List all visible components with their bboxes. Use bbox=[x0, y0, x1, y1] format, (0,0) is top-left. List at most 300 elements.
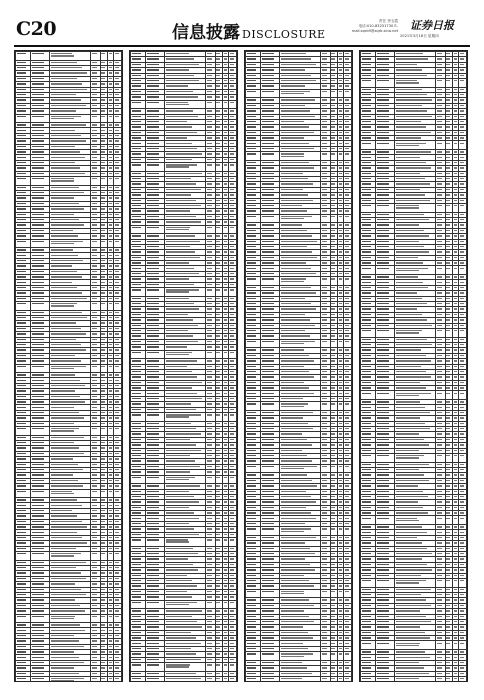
cell-text-stroke bbox=[109, 510, 112, 511]
cell-text-stroke bbox=[281, 460, 312, 461]
cell-text-stroke bbox=[132, 257, 141, 258]
cell-text-stroke bbox=[322, 387, 327, 388]
cell-text-stroke bbox=[247, 319, 256, 320]
cell-text-stroke bbox=[322, 382, 327, 383]
cell-text-stroke bbox=[281, 224, 302, 225]
cell-text-stroke bbox=[339, 210, 342, 211]
table-cell bbox=[50, 427, 91, 436]
cell-text-stroke bbox=[92, 624, 97, 625]
cell-text-stroke bbox=[224, 164, 227, 165]
cell-text-stroke bbox=[322, 371, 327, 372]
cell-text-stroke bbox=[224, 496, 227, 497]
cell-text-stroke bbox=[345, 287, 349, 288]
cell-text-stroke bbox=[339, 257, 342, 258]
cell-text-stroke bbox=[51, 635, 74, 636]
cell-text-stroke bbox=[345, 116, 349, 117]
cell-text-stroke bbox=[51, 255, 78, 256]
cell-text-stroke bbox=[216, 314, 220, 315]
cell-text-stroke bbox=[32, 526, 44, 527]
cell-text-stroke bbox=[32, 491, 44, 492]
cell-text-stroke bbox=[109, 360, 112, 361]
cell-text-stroke bbox=[17, 610, 26, 611]
table-cell bbox=[145, 600, 164, 609]
cell-text-stroke bbox=[331, 69, 335, 70]
cell-text-stroke bbox=[17, 646, 26, 647]
cell-text-stroke bbox=[207, 153, 212, 154]
cell-text-stroke bbox=[216, 110, 220, 111]
cell-text-stroke bbox=[32, 72, 44, 73]
cell-text-stroke bbox=[247, 278, 256, 279]
cell-text-stroke bbox=[32, 130, 44, 131]
cell-text-stroke bbox=[262, 58, 274, 59]
table-cell bbox=[145, 163, 164, 172]
cell-text-stroke bbox=[101, 241, 105, 242]
cell-text-stroke bbox=[115, 678, 119, 679]
cell-text-stroke bbox=[216, 246, 220, 247]
cell-text-stroke bbox=[322, 393, 327, 394]
cell-text-stroke bbox=[51, 610, 85, 611]
cell-text-stroke bbox=[247, 325, 256, 326]
cell-text-stroke bbox=[51, 493, 74, 494]
cell-text-stroke bbox=[216, 626, 220, 627]
cell-text-stroke bbox=[115, 260, 119, 261]
cell-text-stroke bbox=[17, 192, 26, 193]
cell-text-stroke bbox=[32, 605, 44, 606]
cell-text-stroke bbox=[207, 414, 212, 415]
cell-text-stroke bbox=[101, 428, 105, 429]
cell-text-stroke bbox=[101, 499, 105, 500]
cell-text-stroke bbox=[345, 194, 349, 195]
table-cell bbox=[229, 350, 237, 359]
cell-text-stroke bbox=[247, 105, 256, 106]
cell-text-stroke bbox=[331, 480, 335, 481]
cell-text-stroke bbox=[207, 308, 212, 309]
cell-text-stroke bbox=[166, 414, 201, 415]
cell-text-stroke bbox=[109, 140, 112, 141]
table-cell bbox=[205, 475, 215, 484]
cell-text-stroke bbox=[216, 325, 220, 326]
cell-text-stroke bbox=[17, 349, 26, 350]
cell-text-stroke bbox=[51, 282, 72, 283]
cell-text-stroke bbox=[132, 58, 141, 59]
cell-text-stroke bbox=[147, 528, 159, 529]
cell-text-stroke bbox=[32, 583, 44, 584]
table-cell bbox=[165, 163, 206, 172]
cell-text-stroke bbox=[101, 651, 105, 652]
cell-text-stroke bbox=[32, 187, 44, 188]
cell-text-stroke bbox=[132, 110, 141, 111]
cell-text-stroke bbox=[224, 289, 227, 290]
table-cell bbox=[165, 288, 206, 297]
cell-text-stroke bbox=[262, 460, 274, 461]
cell-text-stroke bbox=[262, 376, 274, 377]
cell-text-stroke bbox=[247, 537, 256, 538]
cell-text-stroke bbox=[262, 167, 274, 168]
cell-text-stroke bbox=[51, 62, 77, 63]
cell-text-stroke bbox=[109, 241, 112, 242]
cell-text-stroke bbox=[224, 159, 227, 160]
cell-text-stroke bbox=[147, 257, 159, 258]
cell-text-stroke bbox=[247, 216, 256, 217]
cell-text-stroke bbox=[101, 249, 105, 250]
cell-text-stroke bbox=[322, 167, 327, 168]
cell-text-stroke bbox=[17, 249, 26, 250]
cell-text-stroke bbox=[230, 200, 234, 201]
cell-text-stroke bbox=[339, 387, 342, 388]
cell-text-stroke bbox=[207, 371, 212, 372]
table-column-2 bbox=[129, 50, 238, 682]
cell-text-stroke bbox=[281, 262, 306, 263]
cell-text-stroke bbox=[262, 257, 274, 258]
cell-text-stroke bbox=[166, 403, 191, 404]
cell-text-stroke bbox=[207, 512, 212, 513]
cell-text-stroke bbox=[281, 466, 317, 467]
cell-text-stroke bbox=[339, 341, 342, 342]
cell-text-stroke bbox=[109, 105, 112, 106]
cell-text-stroke bbox=[345, 303, 349, 304]
cell-text-stroke bbox=[216, 360, 220, 361]
cell-text-stroke bbox=[247, 64, 256, 65]
cell-text-stroke bbox=[147, 251, 159, 252]
cell-text-stroke bbox=[109, 499, 112, 500]
cell-text-stroke bbox=[147, 621, 159, 622]
cell-text-stroke bbox=[92, 303, 97, 304]
cell-text-stroke bbox=[322, 53, 327, 54]
cell-text-stroke bbox=[247, 474, 256, 475]
cell-text-stroke bbox=[339, 450, 342, 451]
cell-text-stroke bbox=[166, 450, 201, 451]
cell-text-stroke bbox=[262, 53, 274, 54]
cell-text-stroke bbox=[115, 594, 119, 595]
cell-text-stroke bbox=[101, 553, 105, 554]
cell-text-stroke bbox=[17, 140, 26, 141]
cell-text-stroke bbox=[109, 162, 112, 163]
cell-text-stroke bbox=[17, 178, 26, 179]
cell-text-stroke bbox=[109, 230, 112, 231]
cell-text-stroke bbox=[17, 553, 26, 554]
cell-text-stroke bbox=[32, 219, 44, 220]
cell-text-stroke bbox=[207, 673, 212, 674]
cell-text-stroke bbox=[339, 99, 342, 100]
cell-text-stroke bbox=[322, 216, 327, 217]
cell-text-stroke bbox=[17, 407, 26, 408]
cell-text-stroke bbox=[17, 197, 26, 198]
cell-text-stroke bbox=[247, 292, 256, 293]
cell-text-stroke bbox=[17, 374, 26, 375]
cell-text-stroke bbox=[322, 455, 327, 456]
cell-text-stroke bbox=[115, 151, 119, 152]
table-row bbox=[131, 350, 237, 359]
table-row bbox=[16, 302, 122, 311]
cell-text-stroke bbox=[147, 653, 159, 654]
cell-text-stroke bbox=[92, 640, 97, 641]
cell-text-stroke bbox=[224, 335, 227, 336]
cell-text-stroke bbox=[339, 330, 342, 331]
cell-text-stroke bbox=[51, 67, 82, 68]
cell-text-stroke bbox=[281, 523, 306, 524]
cell-text-stroke bbox=[262, 189, 274, 190]
cell-text-stroke bbox=[132, 227, 141, 228]
cell-text-stroke bbox=[230, 91, 234, 92]
cell-text-stroke bbox=[115, 567, 119, 568]
cell-text-stroke bbox=[101, 532, 105, 533]
cell-text-stroke bbox=[32, 208, 44, 209]
cell-text-stroke bbox=[339, 376, 342, 377]
cell-text-stroke bbox=[224, 398, 227, 399]
table-cell bbox=[30, 114, 49, 123]
cell-text-stroke bbox=[262, 366, 274, 367]
cell-text-stroke bbox=[345, 558, 349, 559]
cell-text-stroke bbox=[115, 344, 119, 345]
cell-text-stroke bbox=[51, 157, 85, 158]
cell-text-stroke bbox=[51, 208, 84, 209]
cell-text-stroke bbox=[224, 616, 227, 617]
cell-text-stroke bbox=[17, 589, 26, 590]
cell-text-stroke bbox=[109, 491, 112, 492]
cell-text-stroke bbox=[147, 132, 159, 133]
cell-text-stroke bbox=[345, 319, 349, 320]
cell-text-stroke bbox=[92, 578, 97, 579]
cell-text-stroke bbox=[345, 523, 349, 524]
cell-text-stroke bbox=[224, 433, 227, 434]
cell-text-stroke bbox=[216, 69, 220, 70]
cell-text-stroke bbox=[224, 366, 227, 367]
cell-text-stroke bbox=[17, 360, 26, 361]
cell-text-stroke bbox=[32, 423, 44, 424]
cell-text-stroke bbox=[109, 328, 112, 329]
cell-text-stroke bbox=[224, 132, 227, 133]
cell-text-stroke bbox=[224, 325, 227, 326]
cell-text-stroke bbox=[230, 398, 234, 399]
cell-text-stroke bbox=[322, 303, 327, 304]
cell-text-stroke bbox=[32, 116, 44, 117]
cell-text-stroke bbox=[322, 126, 327, 127]
cell-text-stroke bbox=[230, 216, 234, 217]
cell-text-stroke bbox=[101, 374, 105, 375]
cell-text-stroke bbox=[207, 653, 212, 654]
cell-text-stroke bbox=[51, 271, 78, 272]
cell-text-stroke bbox=[230, 512, 234, 513]
cell-text-stroke bbox=[132, 678, 141, 679]
cell-text-stroke bbox=[207, 455, 212, 456]
cell-text-stroke bbox=[51, 368, 74, 369]
cell-text-stroke bbox=[331, 137, 335, 138]
cell-text-stroke bbox=[216, 602, 220, 603]
cell-text-stroke bbox=[224, 194, 227, 195]
cell-text-stroke bbox=[101, 62, 105, 63]
cell-text-stroke bbox=[166, 664, 191, 665]
cell-text-stroke bbox=[230, 64, 234, 65]
cell-text-stroke bbox=[339, 423, 342, 424]
cell-text-stroke bbox=[147, 360, 159, 361]
cell-text-stroke bbox=[147, 569, 159, 570]
cell-text-stroke bbox=[207, 96, 212, 97]
cell-text-stroke bbox=[247, 137, 256, 138]
table-cell bbox=[260, 89, 279, 98]
cell-text-stroke bbox=[17, 583, 26, 584]
cell-text-stroke bbox=[132, 241, 141, 242]
cell-text-stroke bbox=[101, 624, 105, 625]
table-cell bbox=[100, 364, 107, 373]
cell-text-stroke bbox=[331, 314, 335, 315]
cell-text-stroke bbox=[247, 335, 256, 336]
cell-text-stroke bbox=[92, 99, 97, 100]
cell-text-stroke bbox=[101, 578, 105, 579]
cell-text-stroke bbox=[132, 471, 141, 472]
cell-text-stroke bbox=[132, 352, 141, 353]
cell-text-stroke bbox=[147, 523, 159, 524]
cell-text-stroke bbox=[115, 407, 119, 408]
cell-text-stroke bbox=[216, 319, 220, 320]
cell-text-stroke bbox=[132, 273, 141, 274]
cell-text-stroke bbox=[166, 268, 194, 269]
cell-text-stroke bbox=[166, 148, 197, 149]
cell-text-stroke bbox=[109, 187, 112, 188]
cell-text-stroke bbox=[281, 257, 317, 258]
cell-text-stroke bbox=[51, 146, 75, 147]
cell-text-stroke bbox=[216, 580, 220, 581]
cell-text-stroke bbox=[207, 69, 212, 70]
cell-text-stroke bbox=[230, 376, 234, 377]
cell-text-stroke bbox=[166, 496, 194, 497]
cell-text-stroke bbox=[224, 643, 227, 644]
cell-text-stroke bbox=[101, 287, 105, 288]
cell-text-stroke bbox=[92, 130, 97, 131]
cell-text-stroke bbox=[147, 314, 159, 315]
cell-text-stroke bbox=[109, 526, 112, 527]
table-cell bbox=[205, 600, 215, 609]
cell-text-stroke bbox=[230, 227, 234, 228]
cell-text-stroke bbox=[92, 344, 97, 345]
cell-text-stroke bbox=[92, 605, 97, 606]
cell-text-stroke bbox=[224, 183, 227, 184]
cell-text-stroke bbox=[109, 437, 112, 438]
cell-text-stroke bbox=[339, 153, 342, 154]
cell-text-stroke bbox=[262, 360, 274, 361]
cell-text-stroke bbox=[262, 241, 274, 242]
cell-text-stroke bbox=[322, 153, 327, 154]
cell-text-stroke bbox=[207, 102, 212, 103]
cell-text-stroke bbox=[230, 393, 234, 394]
cell-text-stroke bbox=[216, 164, 220, 165]
cell-text-stroke bbox=[247, 403, 256, 404]
cell-text-stroke bbox=[17, 385, 26, 386]
cell-text-stroke bbox=[207, 289, 212, 290]
cell-text-stroke bbox=[166, 433, 201, 434]
cell-text-stroke bbox=[32, 157, 44, 158]
cell-text-stroke bbox=[147, 501, 159, 502]
table-row bbox=[131, 600, 237, 609]
section-title-en: DISCLOSURE bbox=[242, 28, 326, 41]
cell-text-stroke bbox=[17, 423, 26, 424]
cell-text-stroke bbox=[132, 319, 141, 320]
cell-text-stroke bbox=[92, 224, 97, 225]
cell-text-stroke bbox=[92, 491, 97, 492]
cell-text-stroke bbox=[147, 53, 159, 54]
cell-text-stroke bbox=[230, 450, 234, 451]
table-cell bbox=[90, 114, 100, 123]
masthead bbox=[14, 14, 470, 44]
cell-text-stroke bbox=[207, 262, 212, 263]
cell-text-stroke bbox=[207, 257, 212, 258]
cell-text-stroke bbox=[224, 637, 227, 638]
cell-text-stroke bbox=[281, 335, 310, 336]
cell-text-stroke bbox=[281, 303, 311, 304]
cell-text-stroke bbox=[230, 382, 234, 383]
table-cell bbox=[205, 350, 215, 359]
cell-text-stroke bbox=[166, 621, 197, 622]
cell-text-stroke bbox=[247, 450, 256, 451]
cell-text-stroke bbox=[17, 173, 26, 174]
cell-text-stroke bbox=[345, 466, 349, 467]
cell-text-stroke bbox=[247, 224, 256, 225]
table-cell bbox=[320, 152, 330, 161]
table-cell bbox=[16, 114, 31, 123]
cell-text-stroke bbox=[322, 230, 327, 231]
cell-text-stroke bbox=[247, 230, 256, 231]
cell-text-stroke bbox=[230, 183, 234, 184]
cell-text-stroke bbox=[322, 235, 327, 236]
cell-text-stroke bbox=[216, 257, 220, 258]
cell-text-stroke bbox=[230, 371, 234, 372]
cell-text-stroke bbox=[115, 630, 119, 631]
cell-text-stroke bbox=[17, 491, 26, 492]
cell-text-stroke bbox=[92, 667, 97, 668]
cell-text-stroke bbox=[17, 442, 26, 443]
cell-text-stroke bbox=[17, 616, 26, 617]
cell-text-stroke bbox=[32, 292, 44, 293]
cell-text-stroke bbox=[115, 510, 119, 511]
cell-text-stroke bbox=[109, 72, 112, 73]
cell-text-stroke bbox=[262, 439, 274, 440]
cell-text-stroke bbox=[224, 664, 227, 665]
cell-text-stroke bbox=[147, 262, 159, 263]
cell-text-stroke bbox=[322, 460, 327, 461]
cell-text-stroke bbox=[92, 94, 97, 95]
cell-text-stroke bbox=[216, 673, 220, 674]
table-cell bbox=[30, 552, 49, 561]
cell-text-stroke bbox=[132, 643, 141, 644]
cell-text-stroke bbox=[207, 626, 212, 627]
cell-text-stroke bbox=[17, 464, 26, 465]
cell-text-stroke bbox=[132, 553, 141, 554]
cell-text-stroke bbox=[207, 575, 212, 576]
cell-text-stroke bbox=[166, 69, 189, 70]
cell-text-stroke bbox=[230, 485, 234, 486]
cell-text-stroke bbox=[32, 99, 44, 100]
cell-text-stroke bbox=[281, 406, 304, 407]
cell-text-stroke bbox=[101, 214, 105, 215]
cell-text-stroke bbox=[147, 553, 159, 554]
cell-text-stroke bbox=[166, 666, 189, 667]
cell-text-stroke bbox=[322, 355, 327, 356]
cell-text-stroke bbox=[345, 480, 349, 481]
cell-text-stroke bbox=[115, 624, 119, 625]
cell-text-stroke bbox=[216, 528, 220, 529]
cell-text-stroke bbox=[132, 653, 141, 654]
cell-text-stroke bbox=[132, 189, 141, 190]
table-row bbox=[131, 413, 237, 422]
cell-text-stroke bbox=[32, 578, 44, 579]
cell-text-stroke bbox=[247, 341, 256, 342]
cell-text-stroke bbox=[51, 680, 74, 681]
cell-text-stroke bbox=[32, 510, 44, 511]
cell-text-stroke bbox=[92, 72, 97, 73]
cell-text-stroke bbox=[32, 567, 44, 568]
cell-text-stroke bbox=[331, 210, 335, 211]
cell-text-stroke bbox=[32, 355, 44, 356]
cell-text-stroke bbox=[109, 62, 112, 63]
